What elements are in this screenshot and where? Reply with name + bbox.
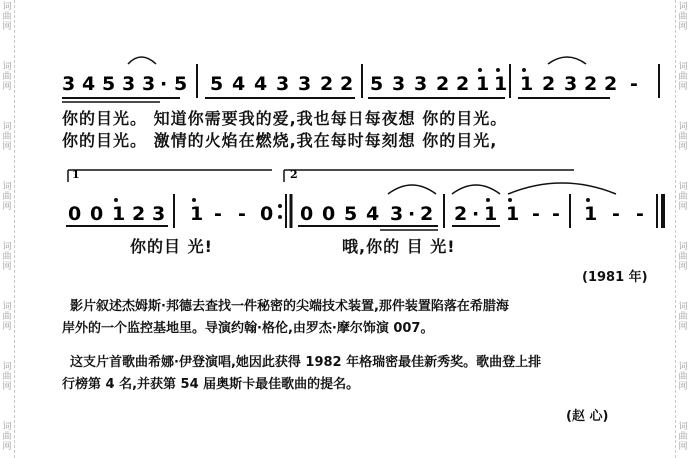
watermark-right-7: 词曲网 — [678, 362, 688, 392]
octave-dot — [478, 68, 482, 72]
note-symbol: 1 — [190, 203, 204, 225]
note-symbol: · — [408, 203, 416, 225]
watermark-left-2: 词曲网 — [2, 62, 12, 92]
note-symbol: - — [612, 203, 620, 225]
note-symbol: 1 — [476, 73, 490, 95]
note-symbol: 3 — [390, 203, 404, 225]
note-symbol: 5 — [344, 203, 358, 225]
note-symbol: 1 — [506, 203, 520, 225]
note-symbol: 5 — [370, 73, 384, 95]
watermark-right-8: 词曲网 — [678, 422, 688, 452]
slur — [128, 57, 156, 64]
volta-label-2: 2 — [290, 168, 298, 181]
note-symbol: 3 — [414, 73, 428, 95]
lyric-ending-1: 你的目 光! — [130, 237, 213, 256]
year-label: (1981 年) — [582, 270, 648, 285]
note-symbol: 0 — [300, 203, 314, 225]
note-symbol: - — [630, 73, 638, 95]
octave-dot — [192, 198, 196, 202]
note-symbol: 2 — [454, 203, 468, 225]
watermark-right-1: 词曲网 — [678, 2, 688, 32]
lyric-ending-2: 哦,你的 目 光! — [342, 237, 456, 256]
note-symbol: 1 — [484, 203, 498, 225]
note-symbol: 2 — [584, 73, 598, 95]
note-symbol: 2 — [604, 73, 618, 95]
slur — [388, 185, 436, 194]
octave-dot — [496, 68, 500, 72]
note-symbol: - — [636, 203, 644, 225]
repeat-dot — [278, 215, 282, 219]
note-symbol: 0 — [260, 203, 274, 225]
description-line-4: 行榜第 4 名,并获第 54 届奥斯卡最佳歌曲的提名。 — [62, 377, 360, 392]
watermark-left-8: 词曲网 — [2, 422, 12, 452]
note-symbol: 3 — [152, 203, 166, 225]
watermark-right-3: 词曲网 — [678, 122, 688, 152]
note-symbol: - — [238, 203, 246, 225]
repeat-dot — [278, 204, 282, 208]
watermark-right-5: 词曲网 — [678, 242, 688, 272]
lyric-line-1: 你的目光。 知道你需要我的爱,我也每日每夜想 你的目光。 — [62, 109, 508, 128]
watermark-left-6: 词曲网 — [2, 302, 12, 332]
note-symbol: 4 — [254, 73, 268, 95]
note-symbol: 4 — [82, 73, 96, 95]
watermark-right-6: 词曲网 — [678, 302, 688, 332]
note-symbol: 1 — [494, 73, 508, 95]
description-line-3: 这支片首歌曲希娜·伊登演唱,她因此获得 1982 年格瑞密最佳新秀奖。歌曲登上排 — [70, 355, 542, 370]
note-symbol: · — [160, 73, 168, 95]
note-symbol: 5 — [210, 73, 224, 95]
note-symbol: 3 — [142, 73, 156, 95]
octave-dot — [114, 198, 118, 202]
note-symbol: 4 — [232, 73, 246, 95]
score-row-2 — [68, 203, 644, 225]
watermark-left-4: 词曲网 — [2, 182, 12, 212]
note-symbol: 4 — [366, 203, 380, 225]
note-symbol: 0 — [68, 203, 82, 225]
watermark-left-3: 词曲网 — [2, 122, 12, 152]
slur — [452, 185, 500, 194]
note-symbol: 5 — [174, 73, 188, 95]
note-symbol: 2 — [456, 73, 470, 95]
watermark-right-2: 词曲网 — [678, 62, 688, 92]
note-symbol: 1 — [584, 203, 598, 225]
note-symbol: - — [552, 203, 560, 225]
watermark-right-4: 词曲网 — [678, 182, 688, 212]
octave-dot — [522, 68, 526, 72]
note-symbol: · — [472, 203, 480, 225]
note-symbol: 2 — [132, 203, 146, 225]
note-symbol: 2 — [340, 73, 354, 95]
watermark-left-7: 词曲网 — [2, 362, 12, 392]
octave-dot — [586, 198, 590, 202]
description-line-1: 影片叙述杰姆斯·邦德去查找一件秘密的尖端技术装置,那件装置陷落在希腊海 — [70, 299, 509, 314]
note-symbol: 1 — [112, 203, 126, 225]
octave-dot — [486, 198, 490, 202]
author-credit: (赵 心) — [566, 409, 609, 424]
note-symbol: - — [532, 203, 540, 225]
note-symbol: 2 — [542, 73, 556, 95]
note-symbol: 3 — [62, 73, 76, 95]
note-symbol: 2 — [320, 73, 334, 95]
watermark-left-5: 词曲网 — [2, 242, 12, 272]
slur — [548, 57, 586, 64]
volta-label-1: 1 — [72, 168, 80, 181]
note-symbol: 3 — [298, 73, 312, 95]
note-symbol: 2 — [436, 73, 450, 95]
description-line-2: 岸外的一个监控基地里。导演约翰·格伦,由罗杰·摩尔饰演 007。 — [62, 321, 434, 336]
score-row-1 — [62, 73, 638, 95]
note-symbol: - — [214, 203, 222, 225]
slur — [508, 183, 616, 194]
note-symbol: 3 — [276, 73, 290, 95]
note-symbol: 0 — [322, 203, 336, 225]
note-symbol: 3 — [564, 73, 578, 95]
note-symbol: 3 — [122, 73, 136, 95]
watermark-left-1: 词曲网 — [2, 2, 12, 32]
note-symbol: 2 — [420, 203, 434, 225]
note-symbol: 3 — [392, 73, 406, 95]
octave-dot — [508, 198, 512, 202]
note-symbol: 1 — [520, 73, 534, 95]
lyric-line-2: 你的目光。 激情的火焰在燃烧,我在每时每刻想 你的目光, — [62, 131, 498, 150]
note-symbol: 5 — [102, 73, 116, 95]
note-symbol: 0 — [90, 203, 104, 225]
